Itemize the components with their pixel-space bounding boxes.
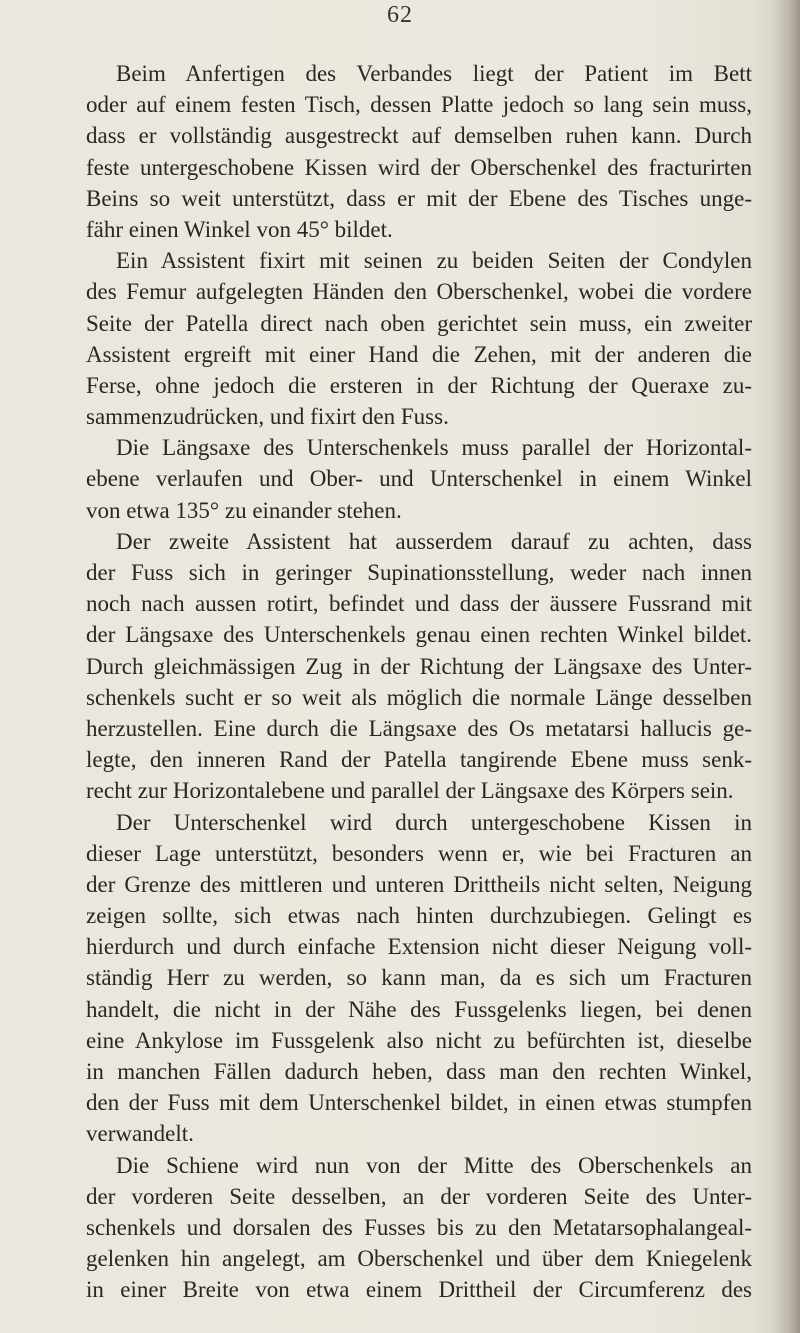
text-line: recht zur Horizontalebene und parallel der Längsaxe des Körpers sein. [86, 778, 734, 804]
text-line: noch nach aussen rotirt, befindet und dass der äussere Fussrand mit [86, 591, 752, 617]
text-line: Der zweite Assistent hat ausserdem darauf zu achten, dass [116, 528, 752, 554]
text-line: handelt, die nicht in der Nähe des Fussgelenks liegen, bei denen [86, 996, 752, 1022]
text-line: oder auf einem festen Tisch, dessen Platte jedoch so lang sein muss, [86, 92, 752, 118]
text-line: Der Unterschenkel wird durch untergeschobene Kissen in [116, 809, 752, 835]
text-line: Durch gleichmässigen Zug in der Richtung der Längsaxe des Unter- [86, 653, 752, 679]
text-line: Seite der Patella direct nach oben gerichtet sein muss, ein zweiter [86, 310, 752, 336]
text-line: Beim Anfertigen des Verbandes liegt der Patient im Bett [116, 61, 752, 86]
body-text [86, 58, 752, 1306]
text-line: des Femur aufgelegten Händen den Oberschenkel, wobei die vordere [86, 279, 752, 305]
text-line: dieser Lage unterstützt, besonders wenn er, wie bei Fracturen an [86, 840, 752, 866]
text-line: Ein Assistent fixirt mit seinen zu beiden Seiten der Condylen [116, 248, 752, 274]
text-line: der Längsaxe des Unterschenkels genau einen rechten Winkel bildet. [86, 622, 752, 648]
page-edge-shadow [772, 0, 800, 1333]
text-line: Ferse, ohne jedoch die ersteren in der Richtung der Queraxe zu- [86, 372, 752, 398]
text-line: schenkels und dorsalen des Fusses bis zu den Metatarsophalangeal- [86, 1214, 752, 1240]
text-line: von etwa 135° zu einander stehen. [86, 497, 402, 523]
text-line: den der Fuss mit dem Unterschenkel bildet, in einen etwas stumpfen [86, 1090, 752, 1116]
text-line: zeigen sollte, sich etwas nach hinten durchzubiegen. Gelingt es [86, 903, 752, 929]
text-line: herzustellen. Eine durch die Längsaxe des Os metatarsi hallucis ge- [86, 715, 752, 741]
text-line: eine Ankylose im Fussgelenk also nicht zu befürchten ist, dieselbe [86, 1027, 752, 1053]
text-line: dass er vollständig ausgestreckt auf demselben ruhen kann. Durch [86, 123, 752, 149]
text-line: ebene verlaufen und Ober- und Unterschenkel in einem Winkel [86, 466, 752, 492]
text-line: ständig Herr zu werden, so kann man, da es sich um Fracturen [86, 965, 752, 991]
text-line: schenkels sucht er so weit als möglich die normale Länge desselben [86, 684, 752, 710]
text-line: der vorderen Seite desselben, an der vorderen Seite des Unter- [86, 1183, 752, 1209]
text-line: verwandelt. [86, 1121, 194, 1147]
page-number: 62 [387, 2, 413, 28]
text-line: der Fuss sich in geringer Supinationsstellung, weder nach innen [86, 560, 752, 585]
text-line: sammenzudrücken, und fixirt den Fuss. [86, 404, 449, 430]
text-line: in einer Breite von etwa einem Drittheil der Circumferenz des [86, 1277, 752, 1303]
text-line: hierdurch und durch einfache Extension nicht dieser Neigung voll- [86, 934, 752, 960]
text-line: Die Längsaxe des Unterschenkels muss parallel der Horizontal- [116, 435, 752, 461]
text-line: Beins so weit unterstützt, dass er mit der Ebene des Tisches unge- [86, 185, 752, 211]
text-line: legte, den inneren Rand der Patella tangirende Ebene muss senk- [86, 747, 752, 773]
text-line: feste untergeschobene Kissen wird der Oberschenkel des fracturirten [86, 154, 752, 180]
text-line: Die Schiene wird nun von der Mitte des Oberschenkels an [116, 1152, 752, 1178]
text-line: der Grenze des mittleren und unteren Drittheils nicht selten, Neigung [86, 871, 752, 897]
text-line: fähr einen Winkel von 45° bildet. [86, 216, 393, 242]
text-line: in manchen Fällen dadurch heben, dass man den rechten Winkel, [86, 1059, 752, 1084]
text-line: Assistent ergreift mit einer Hand die Zehen, mit der anderen die [86, 341, 752, 367]
text-line: gelenken hin angelegt, am Oberschenkel und über dem Kniegelenk [86, 1246, 752, 1272]
